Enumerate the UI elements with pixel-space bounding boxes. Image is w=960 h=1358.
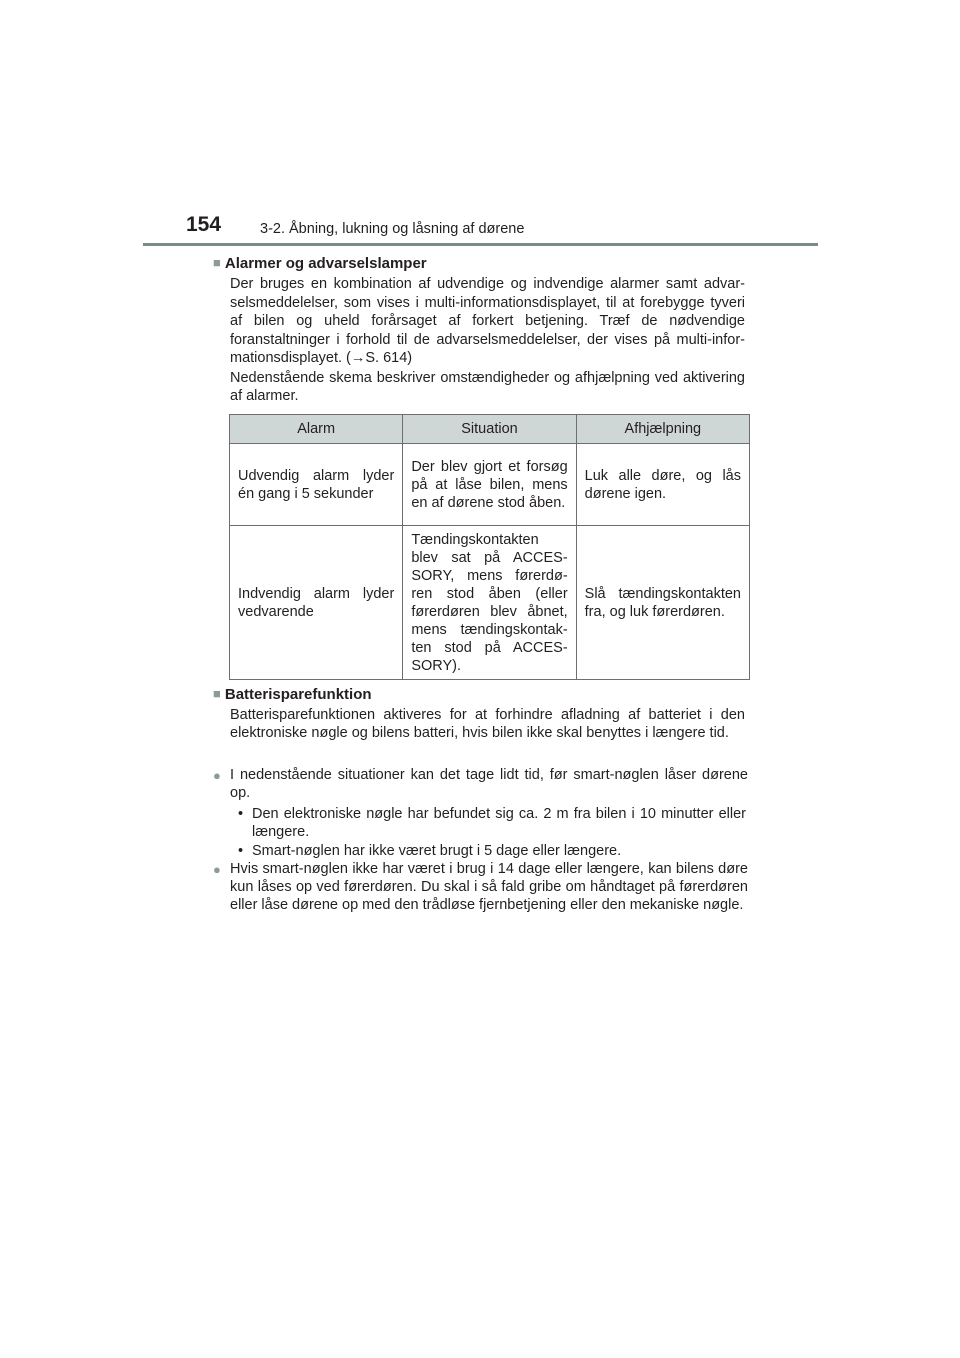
- circle-bullet-icon: ●: [213, 768, 221, 783]
- dot-bullet-icon: •: [238, 843, 244, 859]
- table-header-alarm: Alarm: [230, 415, 403, 444]
- table-cell-situation: Der blev gjort et forsøg på at låse bilen, mens en af dørene stod åben.: [403, 444, 576, 526]
- chapter-title: 3-2. Åbning, lukning og låsning af dørene: [260, 221, 525, 237]
- table-cell-alarm: Indvendig alarm lyder vedvarende: [230, 526, 403, 680]
- table-row: [230, 526, 750, 680]
- table-cell-situation: Tændingskontakten blev sat på ACCES-SORY, mens førerdø-ren stod åben (eller førerdøren blev åbnet, mens tændingskontak-ten stod på ACCES-SORY).: [403, 526, 576, 680]
- table-cell-alarm: Udvendig alarm lyder én gang i 5 sekunder: [230, 444, 403, 526]
- section-heading-battery-saver: [213, 685, 372, 704]
- table-cell-remedy: Luk alle døre, og lås dørene igen.: [576, 444, 749, 526]
- table-header-row: [230, 415, 750, 444]
- section-heading-text: Alarmer og advarselslamper: [224, 255, 427, 272]
- sub-list-item-text: Den elektroniske nøgle har befundet sig ca. 2 m fra bilen i 10 minutter eller længere.: [252, 806, 746, 840]
- sub-list-item: [238, 842, 746, 860]
- section-heading-text: Batterisparefunktion: [224, 686, 372, 703]
- square-bullet-icon: ■: [213, 686, 221, 701]
- list-item-text: I nedenstående situationer kan det tage lidt tid, før smart-nøglen låser dørene op.: [230, 767, 748, 801]
- list-item: [213, 860, 748, 914]
- circle-bullet-icon: ●: [213, 862, 221, 877]
- table-header-remedy: Afhjælpning: [576, 415, 749, 444]
- dot-bullet-icon: •: [238, 806, 244, 822]
- page-number: 154: [186, 213, 222, 236]
- sub-list-item: [238, 805, 746, 841]
- alarm-table: [229, 414, 750, 680]
- table-cell-remedy: Slå tændingskontakten fra, og luk førerdøren.: [576, 526, 749, 680]
- list-item: [213, 766, 748, 802]
- table-header-situation: Situation: [403, 415, 576, 444]
- section-heading-alarms: [213, 254, 427, 273]
- table-row: [230, 444, 750, 526]
- battery-saver-paragraph: Batterisparefunktionen aktiveres for at forhindre afladning af batteriet i den elektroniske nøgle og bilens batteri, hvis bilen ikke skal benyttes i længere tid.: [230, 707, 745, 741]
- alarms-intro-paragraph: Der bruges en kombination af udvendige og indvendige alarmer samt advar-selsmeddelelser, som vises i multi-informationsdisplayet, til at forebygge tyveri af bilen og uheld forårsaget af forkert betjening. Træf de nødvendige foranstaltninger i forhold til de advarselsmeddelelser, der vises på multi-infor-mationsdisplayet. (→S. 614): [230, 276, 745, 367]
- header-divider: [143, 243, 818, 246]
- sub-list-item-text: Smart-nøglen har ikke været brugt i 5 dage eller længere.: [252, 843, 622, 859]
- square-bullet-icon: ■: [213, 255, 221, 270]
- alarms-table-intro: Nedenstående skema beskriver omstændigheder og afhjælpning ved aktivering af alarmer.: [230, 370, 745, 404]
- list-item-text: Hvis smart-nøglen ikke har været i brug i 14 dage eller længere, kan bilens døre kun låses op ved førerdøren. Du skal i så fald gribe om håndtaget på førerdøren eller låse dørene op med den trådløse fjernbetjening eller den mekaniske nøgle.: [230, 861, 748, 913]
